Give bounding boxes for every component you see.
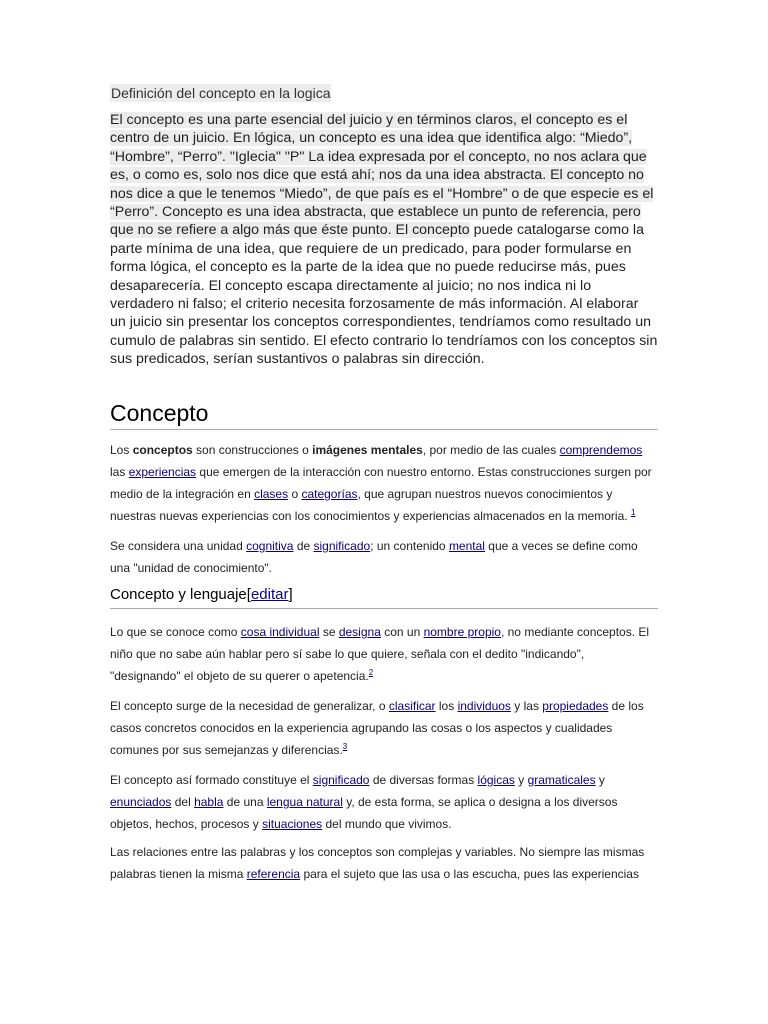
link-comprendemos[interactable]: comprendemos	[559, 442, 643, 457]
text: El concepto así formado constituye el	[110, 772, 313, 787]
intro-plain-text: puede catalogarse como la parte mínima de una idea, que requiere de un predicado, para poder formularse en forma lógica, el concepto es la parte de la idea que no puede reducirse más, pues desaparecería. El concepto escapa directamente al juicio; no nos indica ni lo verdadero ni falso; el criterio necesita forzosamente de más información. Al elaborar un juicio sin presentar los conceptos correspondientes, tendríamos como resultado un cumulo de palabras sin sentido.	[110, 222, 652, 349]
link-designa[interactable]: designa	[338, 624, 381, 639]
text: de	[293, 538, 314, 553]
link-propiedades[interactable]: propiedades	[542, 698, 609, 713]
lenguaje-paragraph-4	[110, 841, 658, 885]
reference-link-1[interactable]: 1	[630, 507, 636, 517]
document-page	[110, 84, 658, 885]
text: y	[514, 772, 528, 787]
text: los	[435, 698, 458, 713]
link-categorias[interactable]: categorías	[301, 486, 358, 501]
text: y las	[510, 698, 543, 713]
link-clasificar[interactable]: clasificar	[388, 698, 436, 713]
text: ; un contenido	[370, 538, 449, 553]
text: que emergen de la interacción con nuestro entorno. Estas construcciones surgen por medio de la integración en	[110, 464, 652, 501]
bold-term: imágenes mentales	[312, 442, 423, 457]
link-habla[interactable]: habla	[194, 794, 224, 809]
link-referencia[interactable]: referencia	[246, 866, 301, 881]
text: , no mediante conceptos. El niño que no sabe aún hablar pero sí sabe lo que quiere, señala con el dedito "indicando", "designando" el objeto de su querer o apetencia.	[110, 624, 650, 683]
text: que a veces se define como una "unidad de conocimiento".	[110, 538, 638, 575]
link-individuos[interactable]: individuos	[457, 698, 511, 713]
edit-bracket: [	[246, 585, 251, 603]
text: Lo que se conoce como	[110, 624, 241, 639]
link-cosa-individual[interactable]: cosa individual	[240, 624, 320, 639]
lenguaje-paragraph-2	[110, 695, 658, 761]
edit-bracket: ]	[288, 585, 293, 603]
link-clases[interactable]: clases	[254, 486, 289, 501]
link-mental[interactable]: mental	[448, 538, 485, 553]
lenguaje-paragraph-3	[110, 769, 658, 835]
text: para el sujeto que las usa o las escucha, pues las experiencias	[300, 866, 639, 881]
concepto-paragraph-2	[110, 535, 658, 579]
link-significado[interactable]: significado	[312, 772, 370, 787]
heading-text: Concepto y lenguaje	[110, 585, 247, 603]
concepto-paragraph-1	[110, 439, 658, 527]
text: o	[288, 486, 302, 501]
intro-highlighted-text: El concepto es una parte esencial del juicio y en términos claros, el concepto es el centro de un juicio. En lógica, un concepto es una idea que identifica algo: “Miedo”, “Hombre”, “Perro”. "Iglecia" "P" La idea expresada por el concepto, no nos aclara que es, o como es, solo nos dice que está ahí; nos da una idea abstracta. El concepto no nos dice a que le tenemos “Miedo”, de que país es el “Hombre” o de que especie es el “Perro”. Concepto es una idea abstracta, que establece un punto de referencia, pero que no se refiere a algo más que éste punto. El concepto	[110, 112, 654, 239]
link-significado[interactable]: significado	[313, 538, 371, 553]
link-gramaticales[interactable]: gramaticales	[527, 772, 596, 787]
link-nombre-propio[interactable]: nombre propio	[423, 624, 501, 639]
text: Se considera una unidad	[110, 538, 247, 553]
text: las	[110, 464, 129, 479]
intro-title: Definición del concepto en la logica	[111, 85, 331, 101]
edit-section-link[interactable]: editar	[250, 585, 289, 603]
intro-tail-text: El efecto contrario lo tendríamos con los conceptos sin sus predicados, serían sustantivos o palabras sin dirección.	[110, 332, 658, 368]
text: y	[595, 772, 605, 787]
text: , por medio de las cuales	[422, 442, 560, 457]
text: se	[319, 624, 339, 639]
link-enunciados[interactable]: enunciados	[110, 794, 172, 809]
link-situaciones[interactable]: situaciones	[262, 816, 323, 831]
link-logicas[interactable]: lógicas	[477, 772, 515, 787]
reference-link-2[interactable]: 2	[368, 667, 374, 677]
reference-link-3[interactable]: 3	[342, 741, 348, 751]
text: del	[171, 794, 195, 809]
text: de diversas formas	[369, 772, 478, 787]
text: Los	[110, 442, 133, 457]
text: de los casos concretos conocidos en la experiencia agrupando las cosas o los aspectos y cualidades comunes por sus semejanzas y diferencias.	[110, 698, 644, 757]
text: El concepto surge de la necesidad de generalizar, o	[110, 698, 389, 713]
intro-paragraph	[110, 111, 658, 369]
text: y, de esta forma, se aplica o designa a los diversos objetos, hechos, procesos y	[110, 794, 618, 831]
link-lengua-natural[interactable]: lengua natural	[266, 794, 343, 809]
heading-concepto-y-lenguaje	[110, 585, 658, 609]
text: son construcciones o	[192, 442, 313, 457]
heading-concepto: Concepto	[110, 399, 658, 430]
text: de una	[223, 794, 267, 809]
text: con un	[380, 624, 424, 639]
link-experiencias[interactable]: experiencias	[128, 464, 197, 479]
text: Las relaciones entre las palabras y los conceptos son complejas y variables. No siempre las mismas palabras tienen la misma	[110, 844, 645, 881]
text: del mundo que vivimos.	[322, 816, 452, 831]
text: , que agrupan nuestros nuevos conocimientos y nuestras nuevas experiencias con los conocimientos y experiencias almacenados en la memoria.	[110, 486, 631, 523]
bold-term: conceptos	[132, 442, 193, 457]
link-cognitiva[interactable]: cognitiva	[246, 538, 294, 553]
lenguaje-paragraph-1	[110, 621, 658, 687]
